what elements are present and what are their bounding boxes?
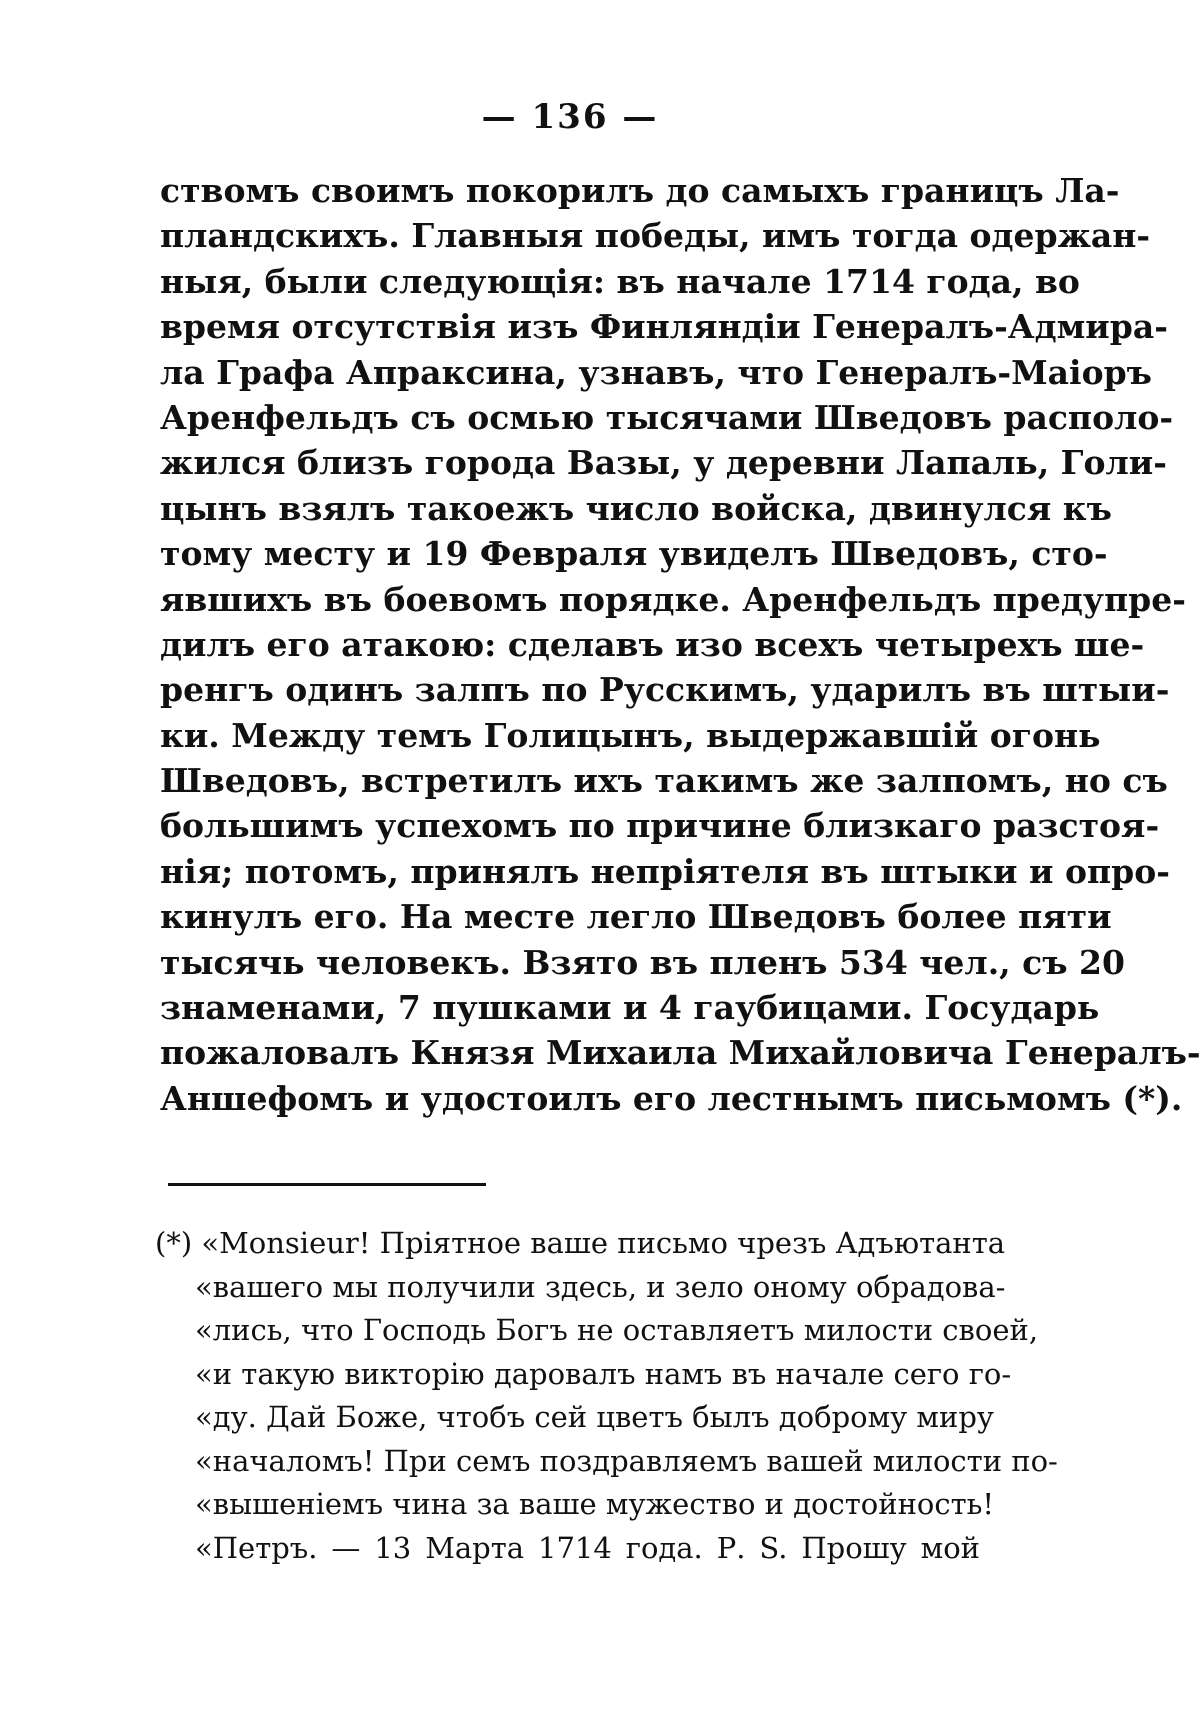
text-line: ла Графа Апраксина, узнавъ, что Генералъ-Маіоръ <box>160 352 1152 392</box>
footnote-line: «вышеніемъ чина за ваше мужество и достойность! <box>195 1487 995 1521</box>
text-line: Аншефомъ и удостоилъ его лестнымъ письмомъ (*). <box>160 1078 1183 1118</box>
text-line: тому месту и 19 Февраля увиделъ Шведовъ, сто- <box>160 534 1108 574</box>
footnote-line: «ду. Дай Боже, чтобъ сей цветъ былъ доброму миру <box>195 1400 994 1434</box>
footnote-block <box>155 1222 1058 1570</box>
text-line: ствомъ своимъ покорилъ до самыхъ границъ Ла- <box>160 171 1120 210</box>
text-line: большимъ успехомъ по причине близкаго разстоя- <box>160 806 1160 846</box>
footnote-line: «Петръ. — 13 Марта 1714 года. Р. S. Прошу мой <box>195 1530 980 1565</box>
text-line: ныя, были следующія: въ начале 1714 года, во <box>160 261 1080 301</box>
text-line: пландскихъ. Главныя победы, имъ тогда одержан- <box>160 216 1151 256</box>
main-text-block <box>160 168 1201 1121</box>
footnote-line: «началомъ! При семъ поздравляемъ вашей милости по- <box>195 1443 1058 1478</box>
page-number: — 136 — <box>481 97 659 137</box>
text-line: Аренфельдъ съ осмью тысячами Шведовъ располо- <box>160 397 1174 437</box>
text-line: дилъ его атакою: сделавъ изо всехъ четырехъ ше- <box>160 624 1145 664</box>
text-line: ки. Между темъ Голицынъ, выдержавшій огонь <box>160 715 1101 755</box>
text-line: явшихъ въ боевомъ порядке. Аренфельдъ предупре- <box>160 579 1186 619</box>
footnote-line: «лись, что Господь Богъ не оставляетъ милости своей, <box>195 1313 1039 1347</box>
text-line: нія; потомъ, принялъ непріятеля въ штыки и опро- <box>160 851 1170 891</box>
text-line: цынъ взялъ такоежъ число войска, двинулся къ <box>160 488 1112 528</box>
text-line: кинулъ его. На месте легло Шведовъ более пяти <box>160 897 1112 937</box>
text-line: знаменами, 7 пушками и 4 гаубицами. Государь <box>160 988 1100 1028</box>
text-line: ренгъ одинъ залпъ по Русскимъ, ударилъ въ штыи- <box>160 670 1170 710</box>
text-line: тысячь человекъ. Взято въ пленъ 534 чел., съ 20 <box>160 942 1125 982</box>
footnote-line: «вашего мы получили здесь, и зело оному обрадова- <box>195 1269 1006 1304</box>
footnote-divider <box>168 1183 486 1186</box>
footnote-line: (*) «Monsieur! Пріятное ваше письмо чрезъ Адъютанта <box>155 1226 1006 1260</box>
text-line: время отсутствія изъ Финляндіи Генералъ-Адмира- <box>160 307 1168 347</box>
footnote-line: «и такую викторію даровалъ намъ въ начале сего го- <box>195 1356 1012 1391</box>
text-line: Шведовъ, встретилъ ихъ такимъ же залпомъ, но съ <box>160 761 1168 801</box>
text-line: пожаловалъ Князя Михаила Михайловича Генералъ- <box>160 1033 1201 1073</box>
text-line: жился близъ города Вазы, у деревни Лапаль, Голи- <box>160 443 1167 483</box>
